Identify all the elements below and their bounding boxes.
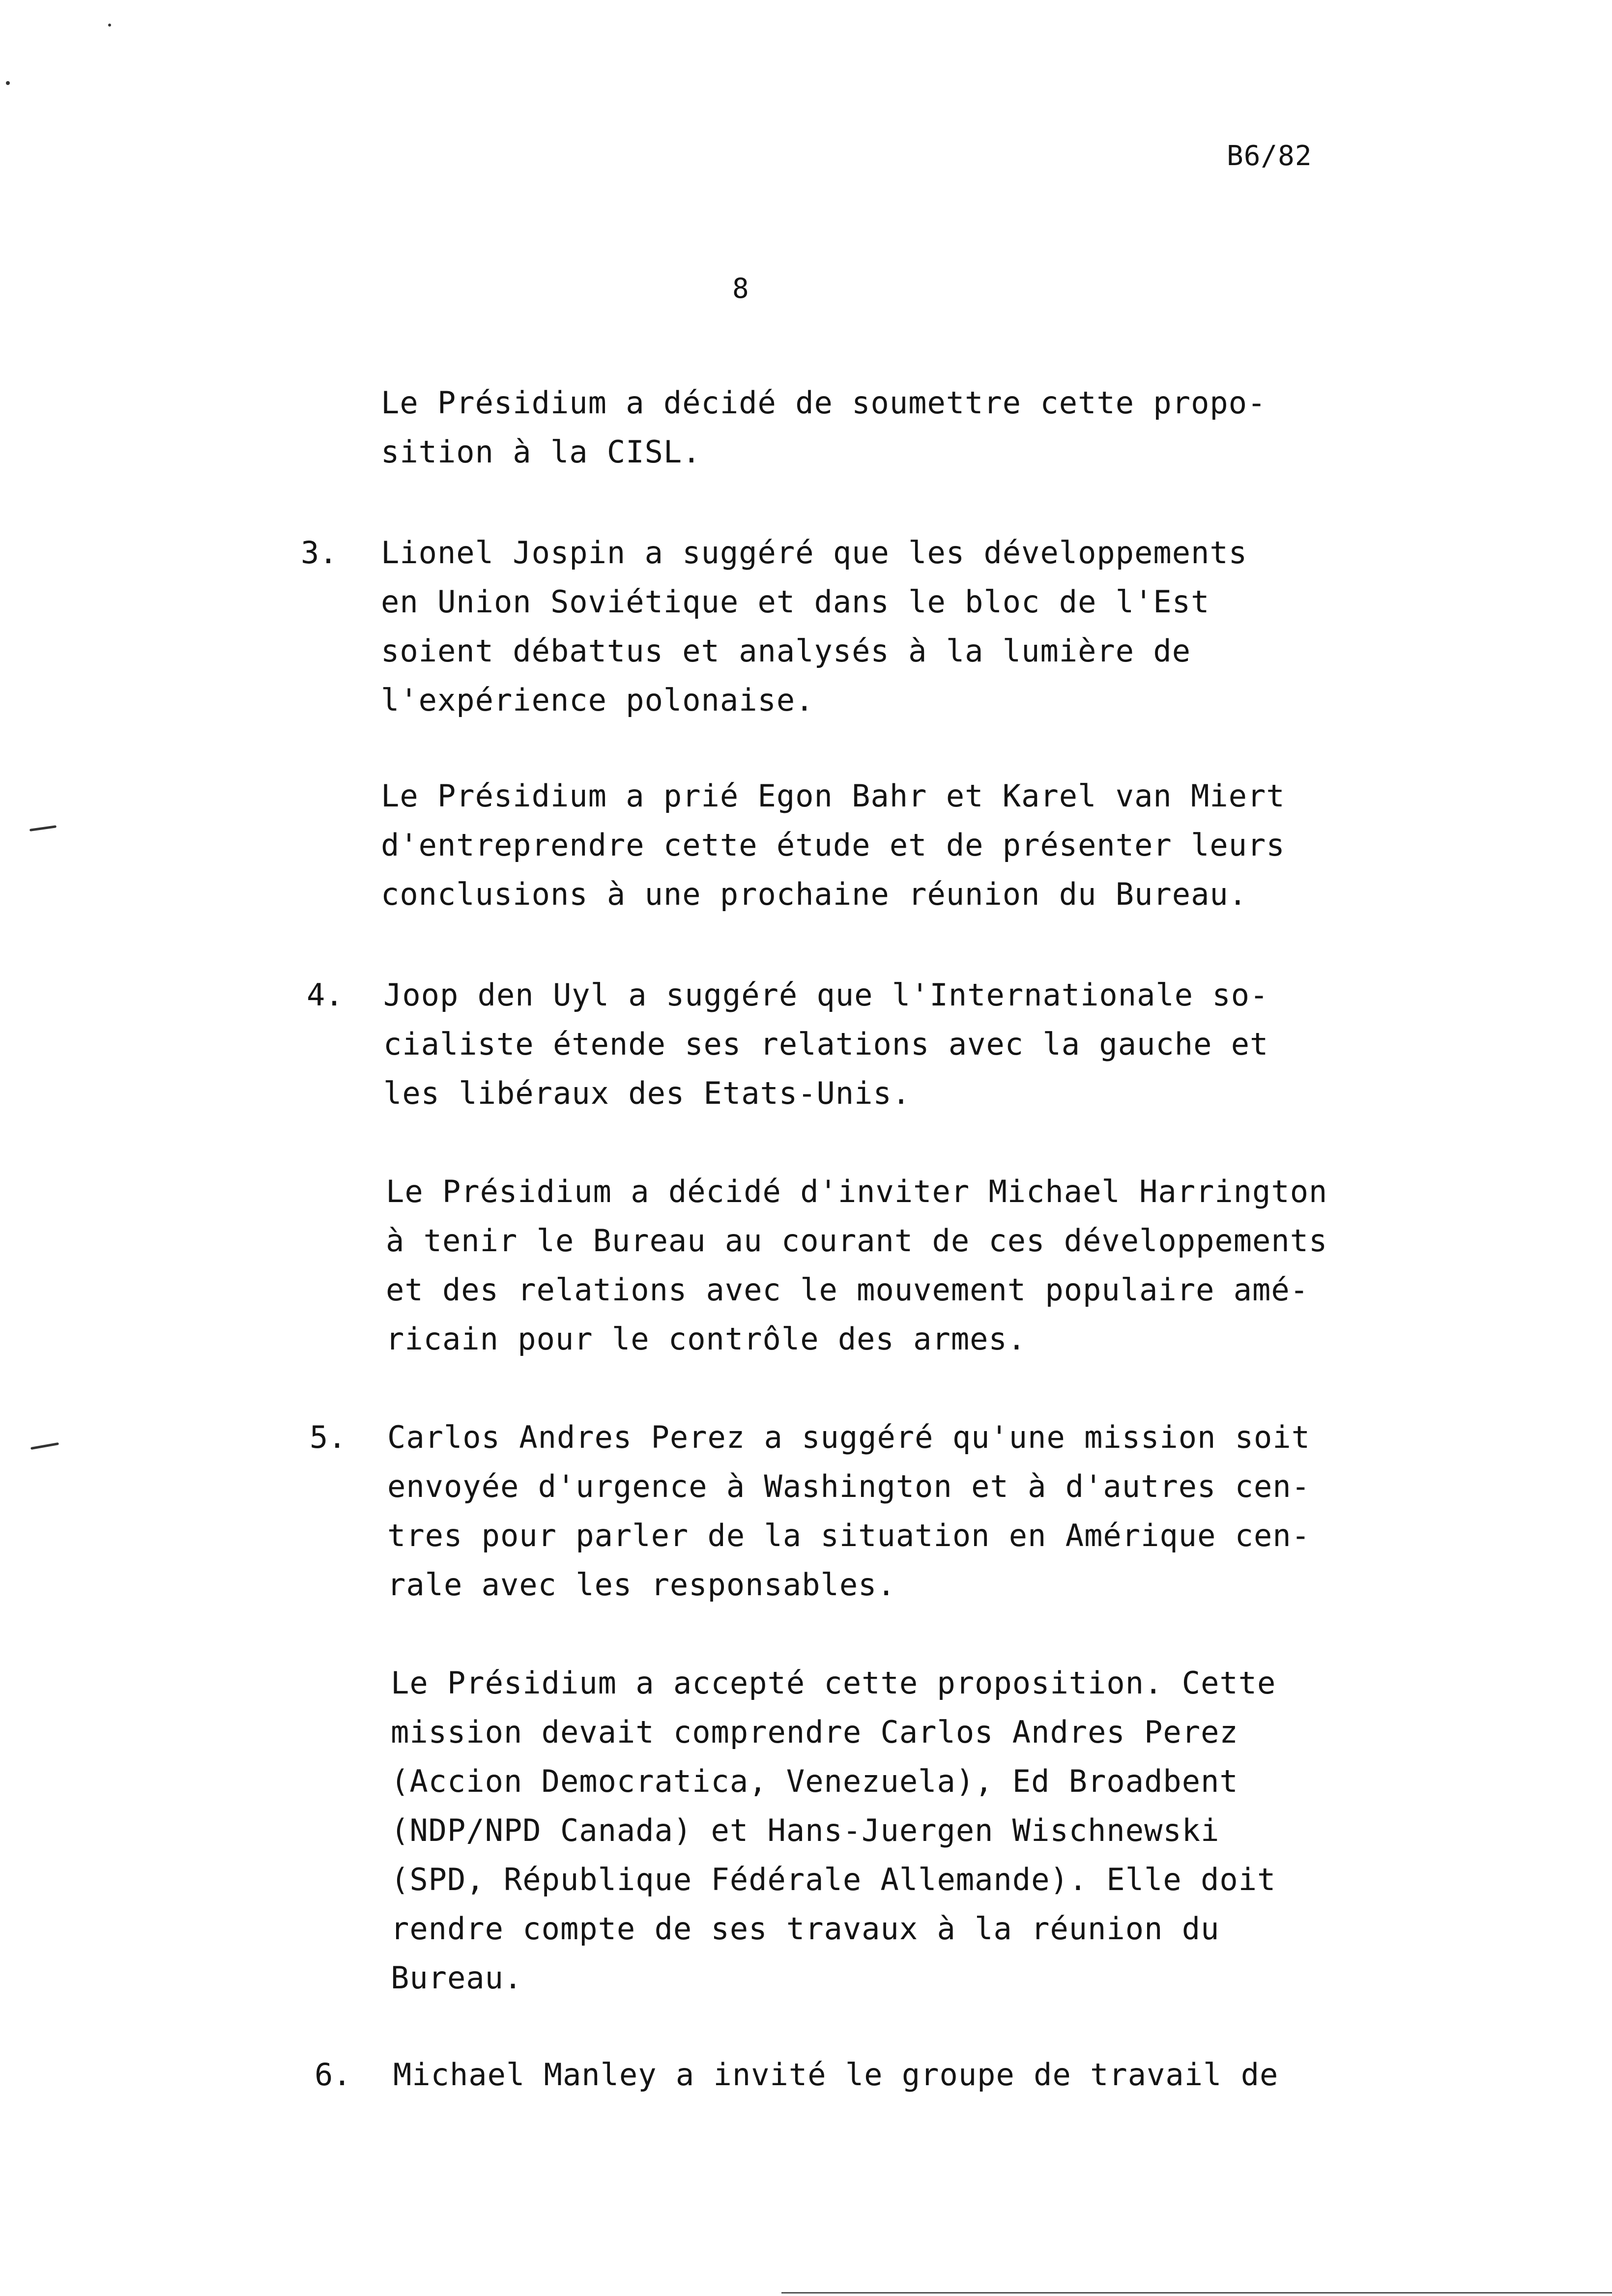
item-number: 6. [315,2057,351,2093]
text-line: Le Présidium a prié Egon Bahr et Karel van Miert [381,778,1285,814]
paragraph [381,378,1266,477]
paragraph [386,1167,1327,1364]
text-line: mission devait comprendre Carlos Andres Perez [391,1714,1238,1750]
text-line: et des relations avec le mouvement populaire amé- [386,1272,1309,1308]
scan-dash [29,825,57,832]
text-line: ricain pour le contrôle des armes. [386,1321,1027,1357]
text-line: rale avec les responsables. [387,1567,896,1603]
text-line: Le Présidium a accepté cette proposition. Cette [391,1665,1276,1701]
scan-dash [30,1442,59,1450]
text-line: envoyée d'urgence à Washington et à d'autres cen- [387,1468,1311,1504]
paragraph [387,1413,1310,1609]
text-line: Le Présidium a décidé d'inviter Michael Harrington [386,1174,1328,1209]
item-number: 3. [301,535,338,571]
scan-speck [6,81,10,85]
text-line: les libéraux des Etats-Unis. [383,1075,911,1111]
paragraph [393,2050,1278,2099]
text-line: en Union Soviétique et dans le bloc de l'Est [381,584,1210,620]
text-line: (NDP/NPD Canada) et Hans-Juergen Wischnewski [391,1812,1220,1848]
text-line: à tenir le Bureau au courant de ces développements [386,1223,1328,1259]
bottom-scan-line [781,2292,1612,2294]
scan-speck [108,24,111,27]
paragraph [381,528,1247,725]
paragraph [383,971,1268,1118]
text-line: (Accion Democratica, Venezuela), Ed Broadbent [391,1763,1238,1799]
text-line: Joop den Uyl a suggéré que l'Internationale so- [383,977,1269,1013]
paragraph [381,772,1285,919]
text-line: d'entreprendre cette étude et de présenter leurs [381,827,1285,863]
text-line: cialiste étende ses relations avec la gauche et [383,1026,1269,1062]
text-line: Lionel Jospin a suggéré que les développements [381,535,1248,571]
text-line: l'expérience polonaise. [381,682,814,718]
text-line: (SPD, République Fédérale Allemande). Elle doit [391,1862,1276,1897]
document-reference: B6/82 [1227,140,1312,172]
text-line: sition à la CISL. [381,434,701,470]
text-line: tres pour parler de la situation en Amérique cen- [387,1518,1311,1553]
item-number: 5. [310,1419,346,1455]
text-line: Bureau. [391,1960,523,1996]
text-line: soient débattus et analysés à la lumière de [381,633,1191,669]
text-line: Carlos Andres Perez a suggéré qu'une mission soit [387,1419,1311,1455]
paragraph [391,1659,1276,2003]
text-line: rendre compte de ses travaux à la réunion du [391,1911,1220,1947]
text-line: Le Présidium a décidé de soumettre cette propo- [381,385,1267,421]
text-line: Michael Manley a invité le groupe de travail de [393,2057,1279,2093]
item-number: 4. [307,977,344,1013]
page-number: 8 [732,273,749,305]
text-line: conclusions à une prochaine réunion du Bureau. [381,876,1248,912]
